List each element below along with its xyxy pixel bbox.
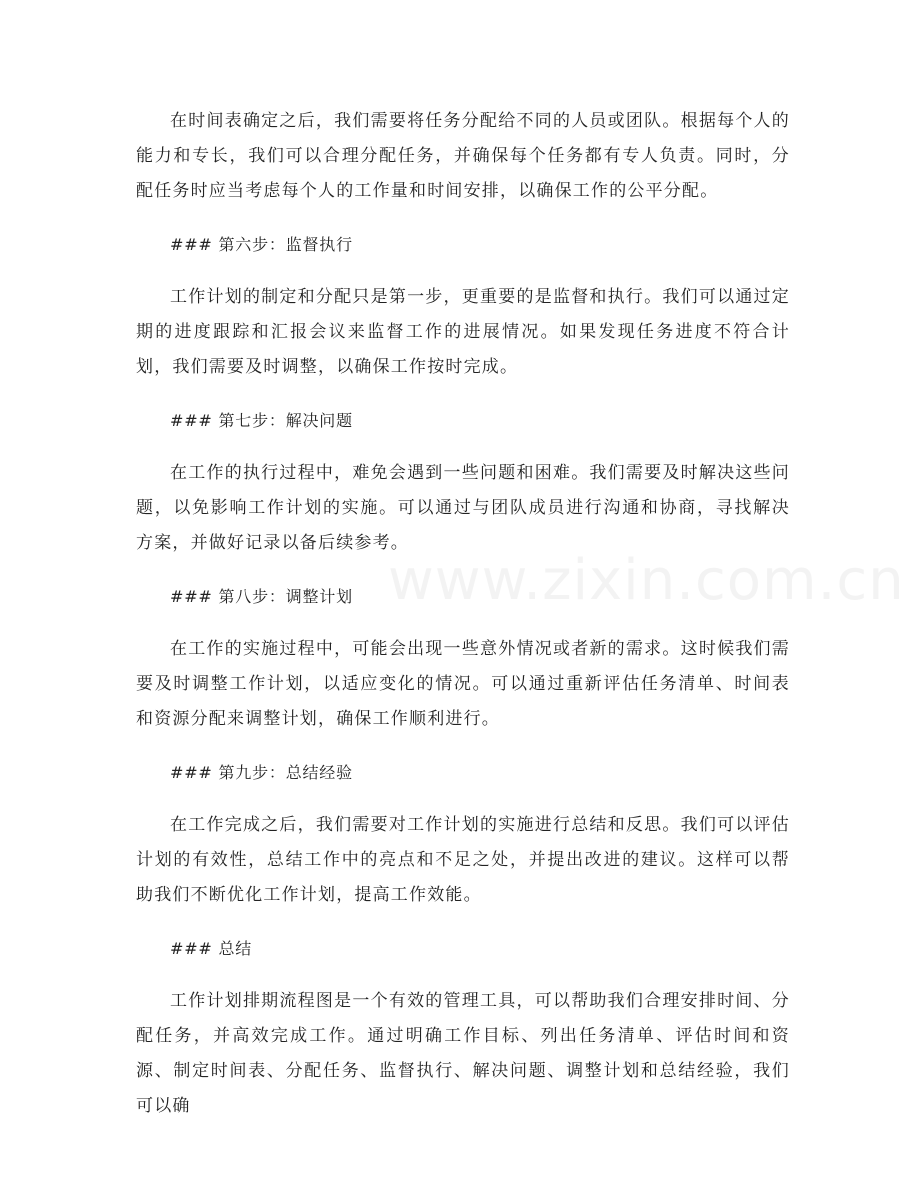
heading-step-seven: ### 第七步：解决问题	[170, 411, 353, 430]
paragraph-summary: 工作计划排期流程图是一个有效的管理工具，可以帮助我们合理安排时间、分配任务，并高效完成工作。通过明确工作目标、列出任务清单、评估时间和资源、制定时间表、分配任务、监督执行、解决问题、调整计划和总结经验，我们可以确	[136, 991, 790, 1116]
heading-step-eight: ### 第八步：调整计划	[170, 587, 353, 606]
paragraph-step-eight: 在工作的实施过程中，可能会出现一些意外情况或者新的需求。这时候我们需要及时调整工作计划，以适应变化的情况。可以通过重新评估任务清单、时间表和资源分配来调整计划，确保工作顺利进行。	[136, 639, 790, 729]
paragraph-step-six: 工作计划的制定和分配只是第一步，更重要的是监督和执行。我们可以通过定期的进度跟踪和汇报会议来监督工作的进展情况。如果发现任务进度不符合计划，我们需要及时调整，以确保工作按时完成。	[136, 287, 790, 377]
heading-step-nine: ### 第九步：总结经验	[170, 763, 353, 782]
paragraph-step-seven: 在工作的执行过程中，难免会遇到一些问题和困难。我们需要及时解决这些问题，以免影响工作计划的实施。可以通过与团队成员进行沟通和协商，寻找解决方案，并做好记录以备后续参考。	[136, 463, 790, 553]
watermark-text: www.zixin.com.cn	[388, 548, 905, 613]
heading-summary: ### 总结	[170, 939, 253, 958]
heading-step-six: ### 第六步：监督执行	[170, 235, 353, 254]
paragraph-task-assignment: 在时间表确定之后，我们需要将任务分配给不同的人员或团队。根据每个人的能力和专长，我们可以合理分配任务，并确保每个任务都有专人负责。同时，分配任务时应当考虑每个人的工作量和时间安排，以确保工作的公平分配。	[136, 111, 790, 201]
paragraph-step-nine: 在工作完成之后，我们需要对工作计划的实施进行总结和反思。我们可以评估计划的有效性，总结工作中的亮点和不足之处，并提出改进的建议。这样可以帮助我们不断优化工作计划，提高工作效能。	[136, 815, 790, 905]
document-body	[136, 104, 790, 1124]
